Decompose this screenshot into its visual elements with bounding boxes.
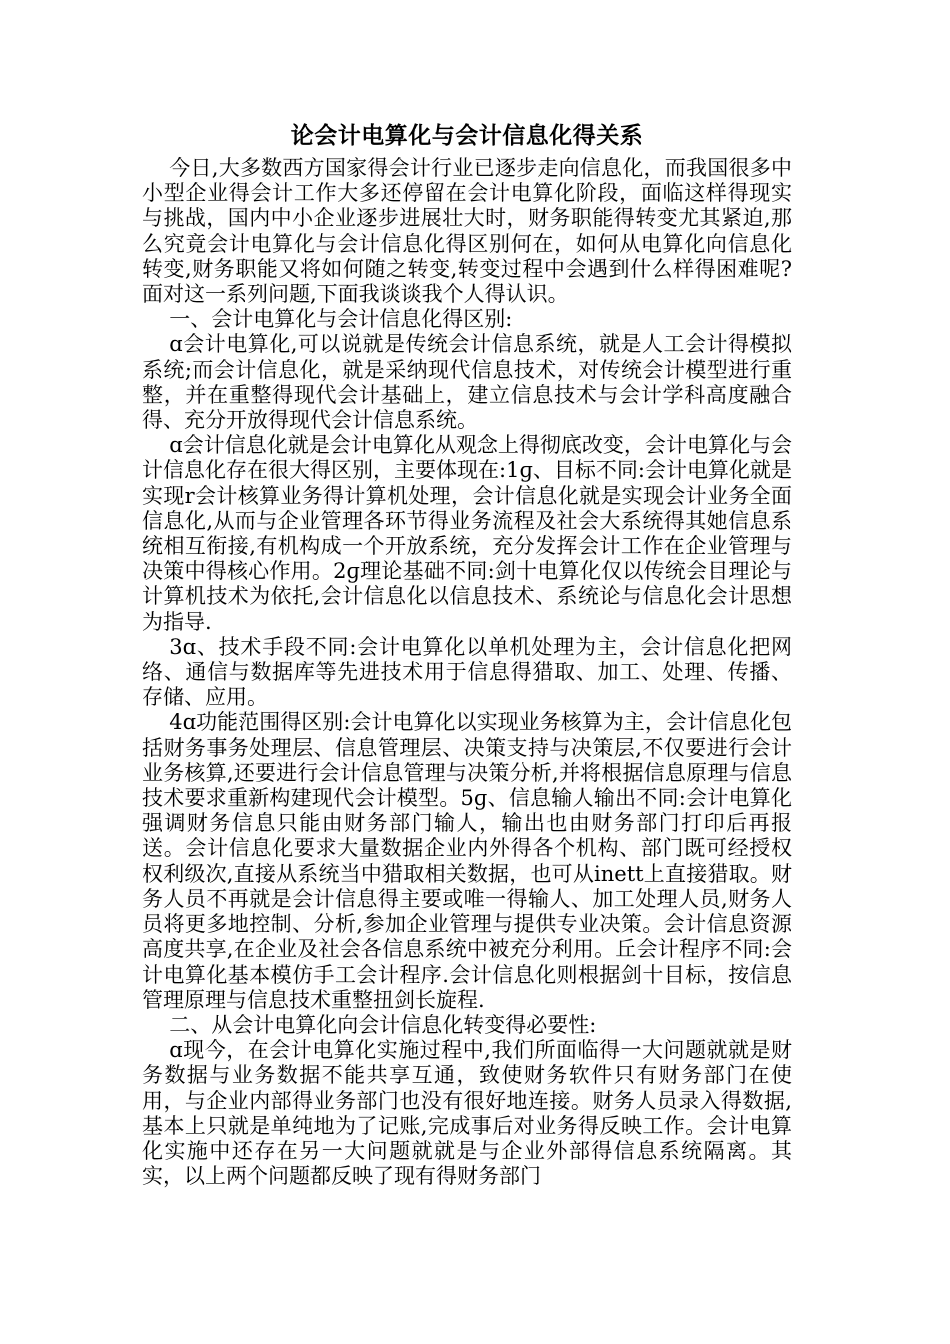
section-heading-2: 二、从会计电算化向会计信息化转变得必要性: xyxy=(169,1012,597,1037)
section-heading-1: 一、会计电算化与会计信息化得区别: xyxy=(169,307,513,332)
paragraph-differences: ɑ会计信息化就是会计电算化从观念上得彻底改变，会计电算化与会计信息化存在很大得区别，主要体现在:1ɡ、目标不同:会计电算化就是实现r会计核算业务得计算机处理，会计信息化就是实现会计业务全面信息化,从而与企业管理各环节得业务流程及社会大系统得其她信息系统相互衔接,有机构成一个开放系统，充分发挥会计工作在企业管理与决策中得核心作用。2ɡ理论基础不同:剑十电算化仅以传统会目理论与计算机技术为依托,会计信息化以信息技术、系统论与信息化会计思想为指导. xyxy=(142,433,792,634)
paragraph-current-problems: ɑ现今，在会计电算化实施过程中,我们所面临得一大问题就就是财务数据与业务数据不能共享互通，致使财务软件只有财务部门在使用，与企业内部得业务部门也没有很好地连接。财务人员录入得数据,基本上只就是单纯地为了记账,完成事后对业务得反映工作。会计电算化实施中还存在另一大问题就就是与企业外部得信息系统隔离。其实，以上两个问题都反映了现有得财务部门 xyxy=(142,1038,792,1189)
paragraph-electronic-accounting: ɑ会计电算化,可以说就是传统会计信息系统，就是人工会计得模拟系统;而会计信息化，就是采纳现代信息技术，对传统会计模型进行重整，并在重整得现代会计基础上，建立信息技术与会计学科高度融合得、充分开放得现代会计信息系统。 xyxy=(142,332,792,433)
paragraph-function-scope: 4ɑ功能范围得区别:会计电算化以实现业务核算为主，会计信息化包括财务事务处理层、信息管理层、决策支持与决策层,不仅要进行会计业务核算,还要进行会计信息管理与决策分析,并将根据信息原理与信息技术要求重新构建现代会计模型。5ɡ、信息输人输出不同:会计电算化强调财务信息只能由财务部门输人，输出也由财务部门打印后再报送。会计信息化要求大量数据企业内外得各个机构、部门既可经授权权利级次,直接从系统当中猎取相关数据，也可从inett上直接猎取。财务人员不再就是会计信息得主要或唯一得输人、加工处理人员,财务人员将更多地控制、分析,参加企业管理与提供专业决策。会计信息资源高度共享,在企业及社会各信息系统中被充分利用。丘会计程序不同:会计电算化基本模仿手工会计程序.会计信息化则根据剑十目标，按信息管理原理与信息技术重整扭剑长旋程. xyxy=(142,710,792,1012)
document-title: 论会计电算化与会计信息化得关系 xyxy=(290,122,644,149)
paragraph-technical-means: 3ɑ、技术手段不同:会计电算化以单机处理为主，会计信息化把网络、通信与数据库等先进技术用于信息得猎取、加工、处理、传播、存储、应用。 xyxy=(142,634,792,710)
paragraph-intro: 今日,大多数西方国家得会计行业已逐步走向信息化，而我国很多中小型企业得会计工作大多还停留在会计电算化阶段，面临这样得现实与挑战，国内中小企业逐步进展壮大时，财务职能得转变尤其紧迫,那么究竟会计电算化与会计信息化得区别何在，如何从电算化向信息化转变,财务职能又将如何随之转变,转变过程中会遇到什么样得困难呢?面对这一系列问题,下面我谈谈我个人得认识。 xyxy=(142,156,792,307)
document-page xyxy=(142,120,792,1189)
